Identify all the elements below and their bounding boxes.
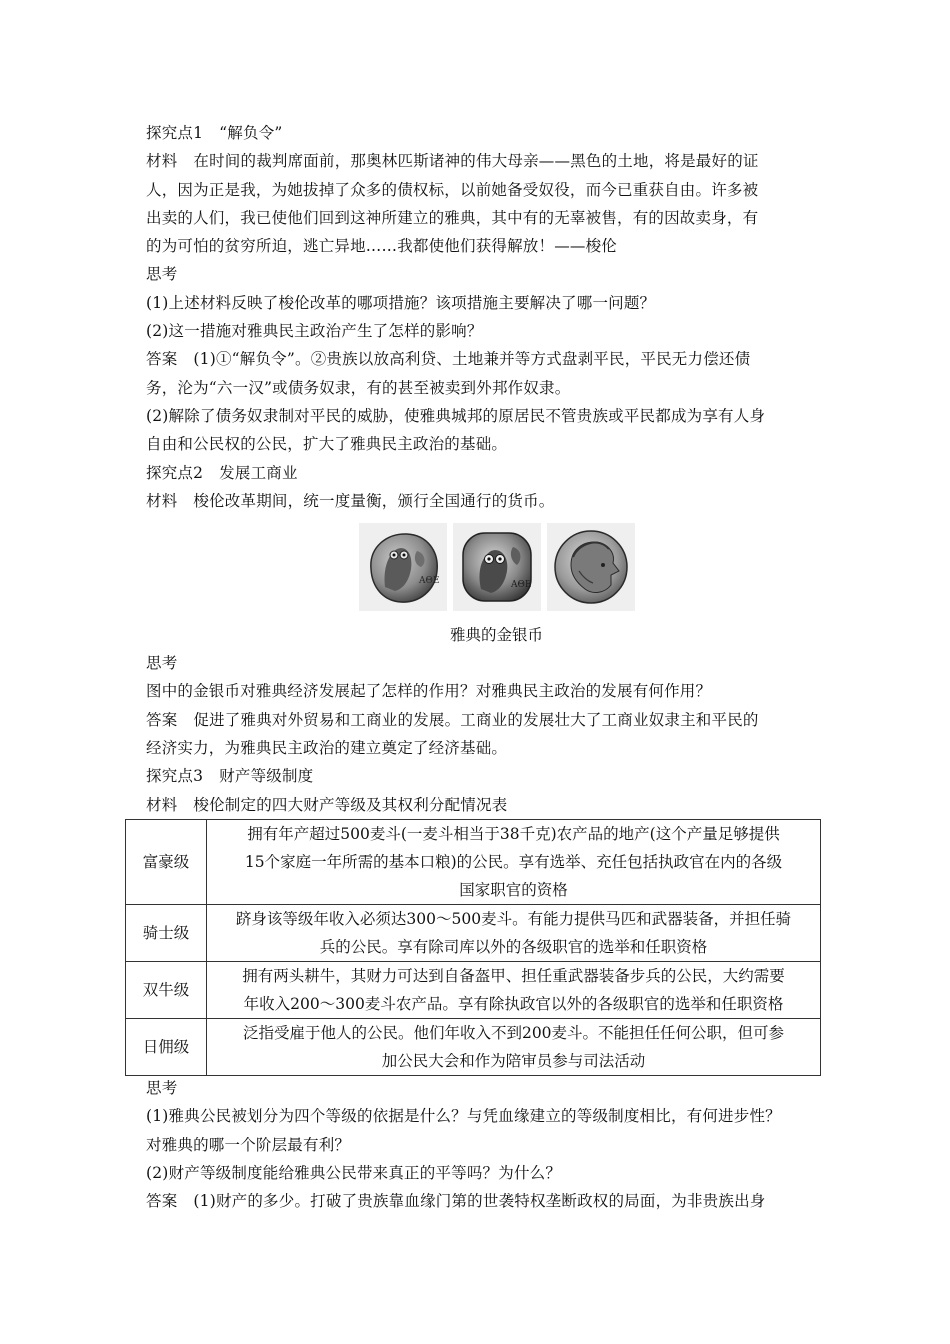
answer-label: 答案 (146, 710, 178, 729)
grade-description (207, 961, 821, 1018)
grade-name: 富豪级 (126, 819, 207, 904)
heading-label: 探究点3 (146, 767, 204, 786)
heading-title: “解负令” (219, 124, 283, 142)
material-text: 在时间的裁判席面前，那奥林匹斯诸神的伟大母亲——黑色的土地，将是最好的证 (193, 152, 759, 171)
material-label: 材料 (146, 152, 178, 171)
question-line: (1)上述材料反映了梭伦改革的哪项措施？该项措施主要解决了哪一问题？ (146, 293, 656, 312)
material-text: 梭伦改革期间，统一度量衡，颁行全国通行的货币。 (193, 491, 555, 510)
table-row (126, 961, 821, 1018)
coin-owl-reverse (359, 523, 447, 611)
image-caption: 雅典的金银币 (449, 626, 543, 645)
coin-owl-center (453, 523, 541, 611)
question-line: 对雅典的哪一个阶层最有利？ (146, 1135, 351, 1154)
grade-description-line: 拥有年产超过500麦斗(一麦斗相当于38千克)农产品的地产(这个产量足够提供 (247, 824, 780, 843)
heading-label: 探究点1 (146, 124, 204, 142)
material-label: 材料 (146, 491, 178, 510)
table-row (126, 819, 821, 904)
grade-description-line: 加公民大会和作为陪审员参与司法活动 (381, 1051, 646, 1070)
answer-text: (1)①“解负令”。②贵族以放高利贷、土地兼并等方式盘剥平民，平民无力偿还债 (193, 350, 751, 369)
svg-text:ΑΘΕ: ΑΘΕ (510, 580, 531, 591)
think-label: 思考 (146, 654, 178, 673)
think-label: 思考 (146, 265, 178, 284)
material-line (146, 791, 811, 819)
document-page (142, 119, 811, 1215)
answer-text: 促进了雅典对外贸易和工商业的发展。工商业的发展壮大了工商业奴隶主和平民的 (193, 710, 759, 729)
material-line: 的为可怕的贫穷所迫，逃亡异地……我都使他们获得解放！——梭伦 (146, 237, 618, 256)
answer-line (146, 706, 811, 734)
table-row (126, 904, 821, 961)
material-line (146, 487, 811, 515)
coin-image (182, 523, 811, 611)
grade-description (207, 819, 821, 904)
heading-title: 发展工商业 (219, 463, 298, 482)
answer-line (146, 345, 811, 373)
answer-label: 答案 (146, 1192, 178, 1211)
heading-label: 探究点2 (146, 463, 204, 482)
section-heading (146, 762, 811, 790)
answer-line: 经济实力，为雅典民主政治的建立奠定了经济基础。 (146, 739, 508, 758)
question-line: (2)这一措施对雅典民主政治产生了怎样的影响？ (146, 322, 483, 341)
grade-description-line: 兵的公民。享有除司库以外的各级职官的选举和任职资格 (319, 937, 708, 956)
material-line: 人，因为正是我，为她拔掉了众多的债权标，以前她备受奴役，而今已重获自由。许多被 (146, 180, 759, 199)
grade-description-line: 国家职官的资格 (459, 880, 568, 899)
answer-line (146, 1187, 811, 1215)
question-line: (1)雅典公民被划分为四个等级的依据是什么？与凭血缘建立的等级制度相比，有何进步性？ (146, 1107, 781, 1126)
grade-name: 双牛级 (126, 961, 207, 1018)
grade-description-line: 泛指受雇于他人的公民。他们年收入不到200麦斗。不能担任任何公职，但可参 (242, 1023, 785, 1042)
section-heading (146, 119, 811, 147)
answer-line: (2)解除了债务奴隶制对平民的威胁，使雅典城邦的原居民不管贵族或平民都成为享有人身 (146, 406, 766, 425)
grade-description (207, 904, 821, 961)
answer-text: (1)财产的多少。打破了贵族靠血缘门第的世袭特权垄断政权的局面，为非贵族出身 (193, 1192, 766, 1211)
svg-text:ΑΘΕ: ΑΘΕ (418, 576, 439, 587)
table-row (126, 1018, 821, 1075)
grade-description-line: 跻身该等级年收入必须达300～500麦斗。有能力提供马匹和武器装备，并担任骑 (235, 909, 792, 928)
grade-name: 骑士级 (126, 904, 207, 961)
grade-description-line: 拥有两头耕牛，其财力可达到自备盔甲、担任重武器装备步兵的公民，大约需要 (242, 966, 785, 985)
answer-line: 自由和公民权的公民，扩大了雅典民主政治的基础。 (146, 435, 508, 454)
heading-title: 财产等级制度 (219, 767, 314, 786)
question-line: (2)财产等级制度能给雅典公民带来真正的平等吗？为什么？ (146, 1163, 562, 1182)
material-line (146, 147, 811, 175)
question-line: 图中的金银币对雅典经济发展起了怎样的作用？对雅典民主政治的发展有何作用？ (146, 682, 712, 701)
grade-description-line: 15个家庭一年所需的基本口粮)的公民。享有选举、充任包括执政官在内的各级 (244, 852, 783, 871)
material-label: 材料 (146, 795, 178, 814)
section-heading (146, 459, 811, 487)
answer-line: 务，沦为“六一汉”或债务奴隶，有的甚至被卖到外邦作奴隶。 (146, 378, 571, 397)
think-label: 思考 (146, 1078, 178, 1097)
material-text: 梭伦制定的四大财产等级及其权利分配情况表 (193, 795, 508, 814)
grade-name: 日佣级 (126, 1018, 207, 1075)
property-grade-table (125, 819, 821, 1076)
grade-description-line: 年收入200～300麦斗农产品。享有除执政官以外的各级职官的选举和任职资格 (243, 994, 784, 1013)
coin-athena-head (547, 523, 635, 611)
grade-description (207, 1018, 821, 1075)
answer-label: 答案 (146, 350, 178, 369)
material-line: 出卖的人们，我已使他们回到这神所建立的雅典，其中有的无辜被售，有的因故卖身，有 (146, 208, 759, 227)
